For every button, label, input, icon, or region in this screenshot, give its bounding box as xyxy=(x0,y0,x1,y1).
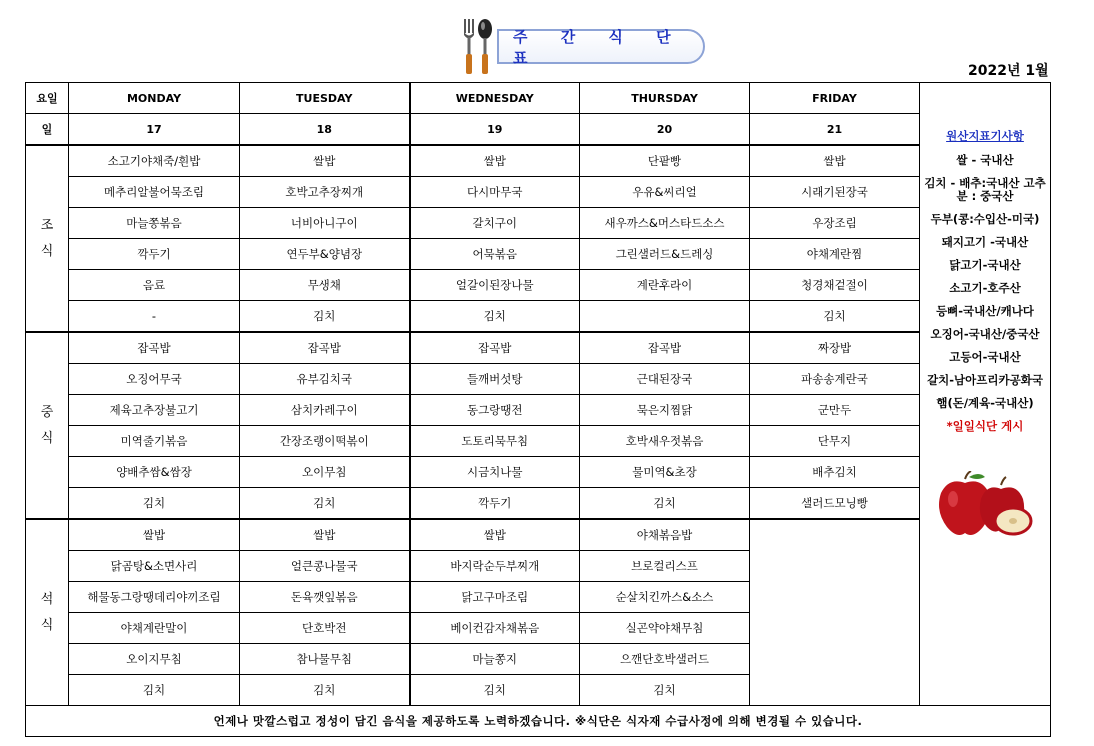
menu-cell: 김치 xyxy=(240,301,410,333)
menu-cell: 물미역&초장 xyxy=(580,457,750,488)
menu-cell: 미역줄기볶음 xyxy=(69,426,240,457)
menu-cell: 쌀밥 xyxy=(750,145,920,177)
menu-cell: 단무지 xyxy=(750,426,920,457)
origin-line: 오징어-국내산/중국산 xyxy=(930,327,1040,341)
date-wednesday: 19 xyxy=(410,114,580,146)
menu-cell: 쌀밥 xyxy=(410,145,580,177)
menu-cell: 메추리알불어묵조림 xyxy=(69,177,240,208)
menu-cell: 김치 xyxy=(240,675,410,706)
menu-cell: 오이무침 xyxy=(240,457,410,488)
menu-cell: 간장조랭이떡볶이 xyxy=(240,426,410,457)
menu-cell: 우장조림 xyxy=(750,208,920,239)
menu-cell: 시래기된장국 xyxy=(750,177,920,208)
menu-cell: 쌀밥 xyxy=(240,145,410,177)
menu-cell: 호박고추장찌개 xyxy=(240,177,410,208)
apple-icon xyxy=(935,471,1035,541)
menu-cell: 시금치나물 xyxy=(410,457,580,488)
menu-cell: 김치 xyxy=(410,301,580,333)
date-row xyxy=(26,114,1051,146)
menu-cell: 계란후라이 xyxy=(580,270,750,301)
origin-title: 원산지표기사항 xyxy=(946,129,1024,143)
day-monday: MONDAY xyxy=(69,83,240,114)
menu-cell: 잡곡밥 xyxy=(69,332,240,364)
menu-cell: 어묵볶음 xyxy=(410,239,580,270)
menu-cell: 짜장밥 xyxy=(750,332,920,364)
menu-cell: 오징어무국 xyxy=(69,364,240,395)
page-header xyxy=(0,0,1094,82)
lunch-label: 중 식 xyxy=(26,332,69,519)
origin-line: 등뼈-국내산/캐나다 xyxy=(936,304,1034,318)
menu-cell: 마늘쫑볶음 xyxy=(69,208,240,239)
origin-line: 소고기-호주산 xyxy=(949,281,1021,295)
dinner-label: 석 식 xyxy=(26,519,69,706)
lunch-row xyxy=(26,488,1051,520)
breakfast-row xyxy=(26,301,1051,333)
menu-cell: 쌀밥 xyxy=(69,519,240,551)
lunch-row xyxy=(26,332,1051,364)
menu-cell: 김치 xyxy=(580,488,750,520)
menu-cell: 돈육깻잎볶음 xyxy=(240,582,410,613)
day-header-row xyxy=(26,83,1051,114)
menu-cell: - xyxy=(69,301,240,333)
menu-cell: 도토리묵무침 xyxy=(410,426,580,457)
date-thursday: 20 xyxy=(580,114,750,146)
corner-date-label: 일 xyxy=(26,114,69,146)
menu-cell: 제육고추장불고기 xyxy=(69,395,240,426)
menu-cell: 무생채 xyxy=(240,270,410,301)
day-tuesday: TUESDAY xyxy=(240,83,410,114)
menu-cell: 실곤약야채무침 xyxy=(580,613,750,644)
menu-cell: 쌀밥 xyxy=(410,519,580,551)
menu-cell: 참나물무침 xyxy=(240,644,410,675)
date-friday: 21 xyxy=(750,114,920,146)
date-monday: 17 xyxy=(69,114,240,146)
menu-cell: 쌀밥 xyxy=(240,519,410,551)
menu-cell: 잡곡밥 xyxy=(410,332,580,364)
breakfast-row xyxy=(26,208,1051,239)
origin-line: 쌀 - 국내산 xyxy=(956,153,1014,167)
origin-line: 김치 - 배추:국내산 고추분 : 중국산 xyxy=(924,176,1046,203)
menu-cell: 삼치카레구이 xyxy=(240,395,410,426)
day-thursday: THURSDAY xyxy=(580,83,750,114)
page-title: 주 간 식 단 표 xyxy=(513,27,685,67)
menu-cell: 야채계란찜 xyxy=(750,239,920,270)
breakfast-row xyxy=(26,177,1051,208)
menu-cell: 배추김치 xyxy=(750,457,920,488)
menu-cell: 브로컬리스프 xyxy=(580,551,750,582)
menu-cell: 얼갈이된장나물 xyxy=(410,270,580,301)
menu-cell: 새우까스&머스타드소스 xyxy=(580,208,750,239)
origin-line: 갈치-남아프리카공화국 xyxy=(927,373,1043,387)
menu-cell: 베이컨감자채볶음 xyxy=(410,613,580,644)
menu-cell: 닭곰탕&소면사리 xyxy=(69,551,240,582)
footer-row xyxy=(26,706,1051,737)
menu-cell: 김치 xyxy=(240,488,410,520)
menu-cell: 김치 xyxy=(750,301,920,333)
origin-line: 고등어-국내산 xyxy=(949,350,1021,364)
friday-dinner-empty xyxy=(750,519,920,706)
menu-month: 2022년 1월 xyxy=(968,63,1049,79)
lunch-row xyxy=(26,426,1051,457)
menu-cell: 묵은지찜닭 xyxy=(580,395,750,426)
menu-cell: 군만두 xyxy=(750,395,920,426)
menu-cell: 다시마무국 xyxy=(410,177,580,208)
menu-cell: 양배추쌈&쌈장 xyxy=(69,457,240,488)
menu-cell: 얼큰콩나물국 xyxy=(240,551,410,582)
origin-line: 두부(콩:수입산-미국) xyxy=(930,212,1040,226)
day-friday: FRIDAY xyxy=(750,83,920,114)
origin-line: 돼지고기 -국내산 xyxy=(941,235,1029,249)
corner-day-label: 요일 xyxy=(26,83,69,114)
menu-cell: 근대된장국 xyxy=(580,364,750,395)
menu-cell: 단호박전 xyxy=(240,613,410,644)
menu-cell: 소고기야채죽/흰밥 xyxy=(69,145,240,177)
origin-line: 햄(돈/계육-국내산) xyxy=(936,396,1034,410)
menu-cell: 잡곡밥 xyxy=(580,332,750,364)
menu-cell: 파송송계란국 xyxy=(750,364,920,395)
menu-cell: 오이지무침 xyxy=(69,644,240,675)
menu-cell: 으깬단호박샐러드 xyxy=(580,644,750,675)
menu-cell: 그린샐러드&드레싱 xyxy=(580,239,750,270)
menu-cell: 김치 xyxy=(580,675,750,706)
lunch-row xyxy=(26,395,1051,426)
breakfast-row xyxy=(26,239,1051,270)
menu-cell: 동그랑땡전 xyxy=(410,395,580,426)
menu-cell: 들깨버섯탕 xyxy=(410,364,580,395)
day-wednesday: WEDNESDAY xyxy=(410,83,580,114)
menu-cell: 샐러드모닝빵 xyxy=(750,488,920,520)
menu-cell: 갈치구이 xyxy=(410,208,580,239)
menu-cell: 김치 xyxy=(410,675,580,706)
menu-cell: 우유&씨리얼 xyxy=(580,177,750,208)
menu-cell: 유부김치국 xyxy=(240,364,410,395)
menu-cell: 닭고구마조림 xyxy=(410,582,580,613)
menu-cell xyxy=(580,301,750,333)
menu-cell: 청경채겉절이 xyxy=(750,270,920,301)
menu-cell: 마늘쫑지 xyxy=(410,644,580,675)
menu-cell: 호박새우젓볶음 xyxy=(580,426,750,457)
menu-cell: 단팥빵 xyxy=(580,145,750,177)
menu-cell: 연두부&양념장 xyxy=(240,239,410,270)
dinner-row xyxy=(26,519,1051,551)
origin-info-panel xyxy=(920,83,1051,706)
origin-line: 닭고기-국내산 xyxy=(949,258,1021,272)
date-tuesday: 18 xyxy=(240,114,410,146)
menu-cell: 순살치킨까스&소스 xyxy=(580,582,750,613)
menu-cell: 음료 xyxy=(69,270,240,301)
lunch-row xyxy=(26,457,1051,488)
weekly-menu-table xyxy=(25,82,1051,737)
lunch-row xyxy=(26,364,1051,395)
daily-menu-note: *일일식단 게시 xyxy=(946,419,1024,433)
menu-cell: 야채계란말이 xyxy=(69,613,240,644)
title-banner xyxy=(497,27,705,67)
menu-cell: 잡곡밥 xyxy=(240,332,410,364)
menu-cell: 너비아니구이 xyxy=(240,208,410,239)
breakfast-row xyxy=(26,145,1051,177)
menu-cell: 깍두기 xyxy=(410,488,580,520)
breakfast-label: 조 식 xyxy=(26,145,69,332)
menu-cell: 김치 xyxy=(69,675,240,706)
menu-cell: 김치 xyxy=(69,488,240,520)
menu-cell: 야채볶음밥 xyxy=(580,519,750,551)
footer-notice: 언제나 맛깔스럽고 정성이 담긴 음식을 제공하도록 노력하겠습니다. ※식단은 식자재 수급사정에 의해 변경될 수 있습니다. xyxy=(26,706,1051,737)
menu-cell: 해물동그랑땡데리야끼조림 xyxy=(69,582,240,613)
breakfast-row xyxy=(26,270,1051,301)
menu-cell: 바지락순두부찌개 xyxy=(410,551,580,582)
menu-cell: 깍두기 xyxy=(69,239,240,270)
